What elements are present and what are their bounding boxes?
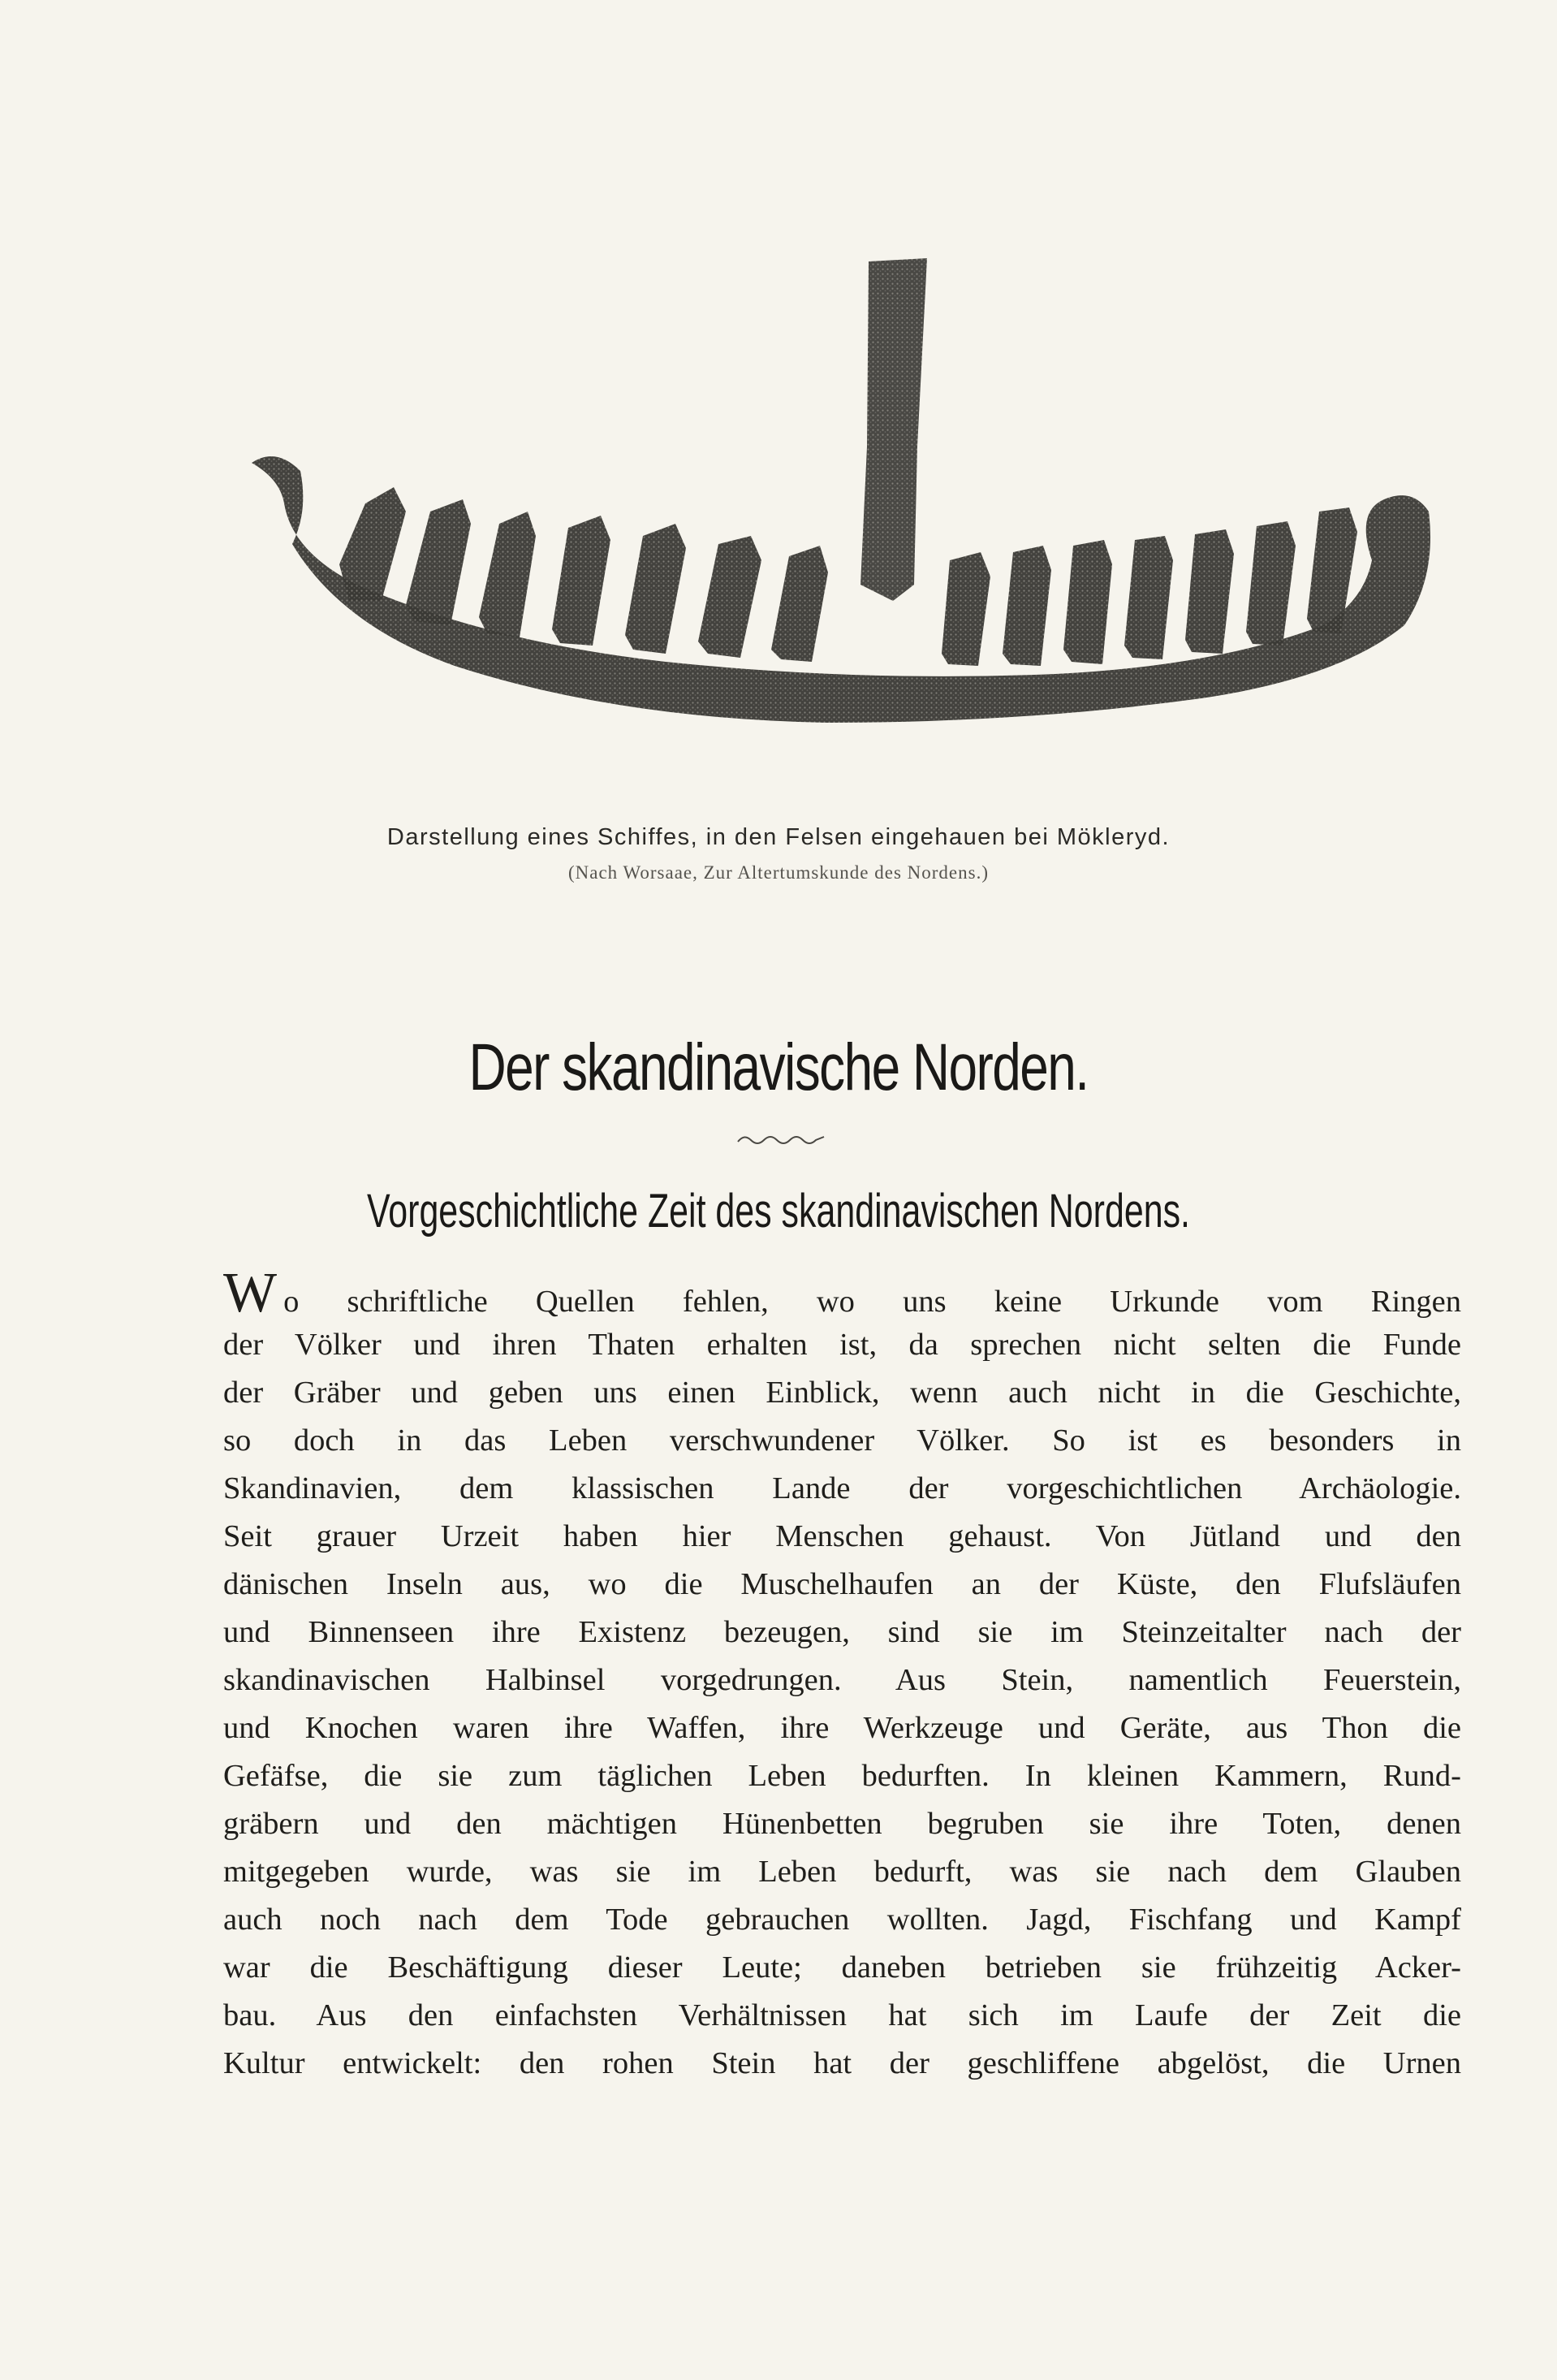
text-line: mitgegeben wurde, was sie im Leben bedurft, was sie nach dem Glauben	[223, 1855, 1461, 1889]
drop-cap: W	[223, 1262, 278, 1324]
text-line: Kultur entwickelt: den rohen Stein hat der geschliffene abgelöst, die Urnen	[223, 2046, 1461, 2080]
text-line: bau. Aus den einfachsten Verhältnissen hat sich im Laufe der Zeit die	[223, 1998, 1461, 2032]
text-line: der Gräber und geben uns einen Einblick, wenn auch nicht in die Geschichte,	[223, 1376, 1461, 1410]
text-line: Skandinavien, dem klassischen Lande der vorgeschichtlichen Archäologie.	[223, 1471, 1461, 1505]
ship-rock-carving-figure	[244, 244, 1453, 812]
body-paragraph	[223, 1262, 1461, 2088]
text-line: dänischen Inseln aus, wo die Muschelhaufen an der Küste, den Flufsläufen	[223, 1567, 1461, 1601]
rock-carving-ship-icon	[244, 244, 1453, 812]
text-line: Seit grauer Urzeit haben hier Menschen gehaust. Von Jütland und den	[223, 1519, 1461, 1553]
text-line: so doch in das Leben verschwundener Völker. So ist es besonders in	[223, 1423, 1461, 1458]
text-line: war die Beschäftigung dieser Leute; daneben betrieben sie frühzeitig Acker-	[223, 1950, 1461, 1985]
ornament-divider-icon	[736, 1130, 826, 1148]
text-line: auch noch nach dem Tode gebrauchen wollten. Jagd, Fischfang und Kampf	[223, 1903, 1461, 1937]
text-line: Gefäfse, die sie zum täglichen Leben bedurften. In kleinen Kammern, Rund-	[223, 1759, 1461, 1793]
text-line: der Völker und ihren Thaten erhalten ist, da sprechen nicht selten die Funde	[223, 1328, 1461, 1362]
text-line	[223, 1262, 1461, 1324]
text-line: und Knochen waren ihre Waffen, ihre Werkzeuge und Geräte, aus Thon die	[223, 1711, 1461, 1745]
figure-caption: Darstellung eines Schiffes, in den Felsen eingehauen bei Mökleryd.	[386, 824, 1171, 850]
text-line-rest: o schriftliche Quellen fehlen, wo uns keine Urkunde vom Ringen	[283, 1285, 1461, 1319]
section-heading: Vorgeschichtliche Zeit des skandinavischen Nordens.	[367, 1185, 1190, 1238]
text-line: und Binnenseen ihre Existenz bezeugen, sind sie im Steinzeitalter nach der	[223, 1615, 1461, 1649]
text-line: skandinavischen Halbinsel vorgedrungen. Aus Stein, namentlich Feuerstein,	[223, 1663, 1461, 1697]
text-line: gräbern und den mächtigen Hünenbetten begruben sie ihre Toten, denen	[223, 1807, 1461, 1841]
page-title: Der skandinavische Norden.	[468, 1030, 1089, 1104]
figure-source: (Nach Worsaae, Zur Altertumskunde des Nordens.)	[567, 862, 989, 883]
